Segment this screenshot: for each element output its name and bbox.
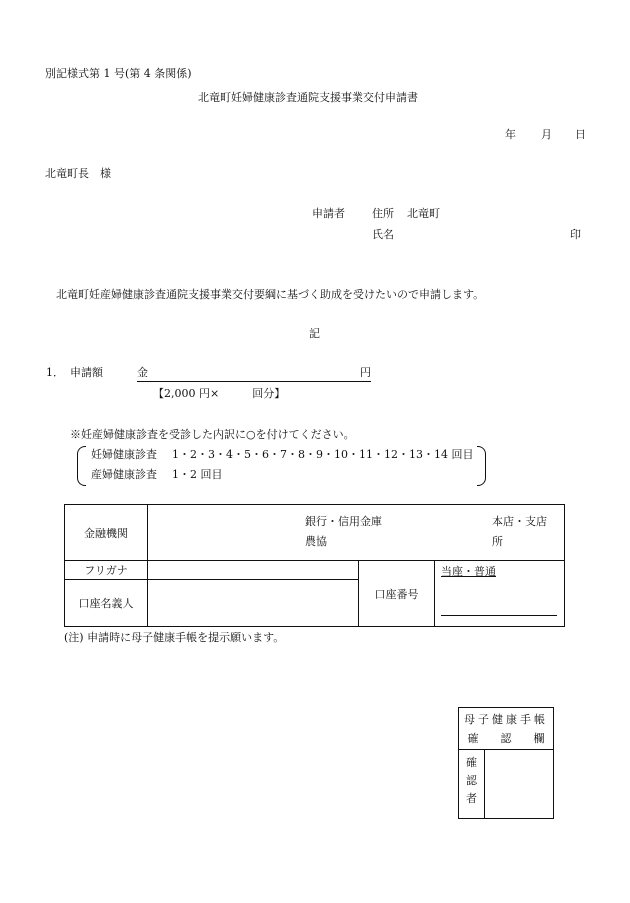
postnatal-checkup-values: 1・2 回目: [172, 468, 223, 481]
footnote: (注) 申請時に母子健康手帳を提示願います。: [64, 631, 285, 644]
date-day: 日: [575, 128, 586, 141]
amount-formula: 【2,000 円× 回分】: [153, 387, 286, 400]
ki-heading: 記: [309, 327, 320, 340]
account-number-label-cell: [359, 561, 435, 627]
furigana-label-cell: [65, 561, 148, 580]
institution-label-cell: [65, 505, 148, 561]
seal-mark: 印: [570, 228, 581, 241]
amount-label: 申請額: [70, 366, 103, 379]
institution-cell[interactable]: [148, 505, 565, 561]
document-title: 北竜町妊婦健康診査通院支援事業交付申請書: [198, 91, 418, 104]
bracket-right: [477, 446, 486, 486]
address-label: 住所: [372, 207, 394, 220]
confirm-header-line2: 確 認 欄: [467, 731, 545, 745]
checkup-note: ※妊産婦健康診査を受診した内訳に○を付けてください。: [70, 428, 355, 441]
confirm-header-line1: 母子健康手帳: [464, 712, 548, 726]
branch-type-line2: 所: [492, 535, 503, 548]
amount-kin: 金: [137, 366, 148, 379]
furigana-input-cell[interactable]: [148, 561, 359, 580]
bracket-left: [77, 446, 86, 486]
prenatal-checkup-label: 妊婦健康診査: [91, 448, 157, 461]
confirmer-char-3: 者: [466, 792, 477, 805]
form-number: 別記様式第 1 号(第 4 条関係): [45, 67, 192, 80]
bank-type-line1: 銀行・信用金庫: [305, 515, 382, 528]
date-month: 月: [541, 128, 552, 141]
amount-en: 円: [360, 366, 371, 379]
addressee: 北竜町長 様: [45, 167, 111, 180]
item-number: 1．: [46, 366, 64, 379]
confirmer-char-1: 確: [466, 756, 477, 769]
prenatal-checkup-values: 1・2・3・4・5・6・7・8・9・10・11・12・13・14 回目: [172, 448, 474, 461]
application-statement: 北竜町妊産婦健康診査通院支援事業交付要綱に基づく助成を受けたいので申請します。: [56, 288, 485, 301]
account-number-label: 口座番号: [374, 587, 419, 601]
confirm-box: [458, 707, 554, 819]
confirmer-label-cell: [459, 750, 485, 819]
confirmer-sign-cell[interactable]: [485, 750, 554, 819]
confirmer-char-2: 認: [466, 774, 477, 787]
holder-input-cell[interactable]: [148, 580, 359, 627]
institution-label: 金融機関: [84, 526, 128, 540]
holder-label-cell: [65, 580, 148, 627]
applicant-label: 申請者: [312, 207, 345, 220]
bank-type-line2: 農協: [305, 535, 327, 548]
furigana-label: フリガナ: [84, 564, 128, 577]
name-label: 氏名: [372, 228, 394, 241]
bank-table: [64, 504, 565, 627]
account-number-line: [441, 615, 557, 616]
confirm-header: [459, 708, 554, 750]
address-value: 北竜町: [407, 207, 440, 220]
account-number-cell[interactable]: [435, 561, 565, 627]
branch-type-line1: 本店・支店: [492, 515, 547, 528]
account-type: 当座・普通: [441, 565, 496, 578]
holder-label: 口座名義人: [78, 597, 134, 610]
date-year: 年: [505, 128, 516, 141]
amount-underline: [137, 381, 371, 382]
postnatal-checkup-label: 産婦健康診査: [91, 468, 157, 481]
